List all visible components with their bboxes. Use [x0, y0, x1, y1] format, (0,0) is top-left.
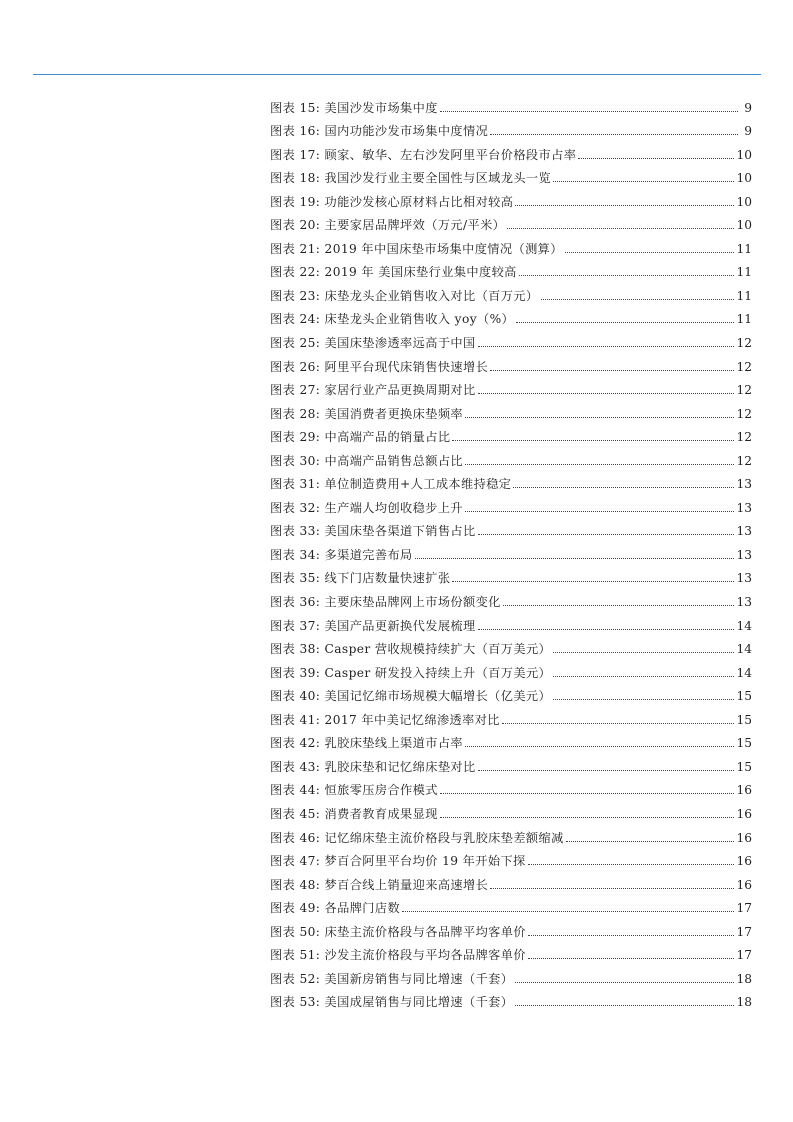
toc-entry[interactable]: [270, 92, 752, 116]
toc-entry-page: 12: [736, 359, 752, 374]
toc-entry-title: 图表 30: 中高端产品销售总额占比: [270, 453, 463, 468]
toc-entry-page: 17: [736, 901, 752, 916]
toc-entry-title: 图表 31: 单位制造费用+人工成本维持稳定: [270, 477, 512, 492]
toc-entry-title: 图表 38: Casper 营收规模持续扩大（百万美元）: [270, 642, 552, 657]
toc-entry-title: 图表 25: 美国床垫渗透率远高于中国: [270, 336, 476, 351]
toc-entry[interactable]: [270, 916, 752, 940]
toc-entry-title: 图表 29: 中高端产品的销量占比: [270, 430, 451, 445]
toc-entry-title: 图表 16: 国内功能沙发市场集中度情况: [270, 124, 489, 139]
dot-leader: [490, 134, 738, 135]
toc-entry-title: 图表 53: 美国成屋销售与同比增速（千套）: [270, 995, 514, 1010]
toc-entry[interactable]: [270, 704, 752, 728]
toc-entry[interactable]: [270, 375, 752, 399]
dot-leader: [502, 723, 735, 724]
toc-entry-title: 图表 45: 消费者教育成果显现: [270, 806, 438, 821]
toc-entry-page: 11: [736, 288, 752, 303]
toc-entry-page: 11: [736, 312, 752, 327]
toc-entry[interactable]: [270, 398, 752, 422]
toc-entry-page: 10: [736, 218, 752, 233]
dot-leader: [513, 487, 734, 488]
toc-entry-page: 13: [736, 595, 752, 610]
dot-leader: [452, 581, 734, 582]
toc-entry[interactable]: [270, 822, 752, 846]
toc-entry-title: 图表 44: 恒旅零压房合作模式: [270, 783, 438, 798]
dot-leader: [478, 534, 735, 535]
toc-entry-page: 12: [736, 383, 752, 398]
toc-entry-page: 13: [736, 524, 752, 539]
toc-entry-page: 16: [736, 783, 752, 798]
toc-entry-title: 图表 36: 主要床垫品牌网上市场份额变化: [270, 595, 501, 610]
toc-entry[interactable]: [270, 233, 752, 257]
toc-entry-title: 图表 28: 美国消费者更换床垫频率: [270, 406, 463, 421]
toc-entry[interactable]: [270, 846, 752, 870]
dot-leader: [490, 370, 734, 371]
dot-leader: [465, 746, 734, 747]
toc-entry-title: 图表 51: 沙发主流价格段与平均各品牌客单价: [270, 948, 526, 963]
toc-entry-page: 13: [736, 477, 752, 492]
dot-leader: [440, 793, 735, 794]
toc-entry[interactable]: [270, 304, 752, 328]
toc-entry-page: 12: [736, 430, 752, 445]
toc-entry-page: 13: [736, 547, 752, 562]
toc-entry[interactable]: [270, 351, 752, 375]
toc-entry[interactable]: [270, 798, 752, 822]
dot-leader: [402, 911, 734, 912]
toc-entry[interactable]: [270, 139, 752, 163]
dot-leader: [415, 558, 735, 559]
toc-entry-title: 图表 20: 主要家居品牌坪效（万元/平米）: [270, 218, 506, 233]
toc-entry[interactable]: [270, 445, 752, 469]
dot-leader: [440, 111, 738, 112]
toc-entry-page: 12: [736, 336, 752, 351]
toc-entry-title: 图表 49: 各品牌门店数: [270, 901, 401, 916]
dot-leader: [503, 605, 735, 606]
toc-entry[interactable]: [270, 186, 752, 210]
toc-entry-title: 图表 52: 美国新房销售与同比增速（千套）: [270, 971, 514, 986]
toc-entry-page: 10: [736, 147, 752, 162]
toc-entry-page: 9: [744, 100, 752, 115]
dot-leader: [478, 629, 735, 630]
toc-entry-page: 17: [736, 948, 752, 963]
toc-entry-page: 16: [736, 877, 752, 892]
toc-entry[interactable]: [270, 751, 752, 775]
dot-leader: [507, 228, 734, 229]
toc-entry-page: 18: [736, 995, 752, 1010]
dot-leader: [465, 417, 734, 418]
figure-index-list: [270, 92, 752, 1010]
toc-entry-title: 图表 23: 床垫龙头企业销售收入对比（百万元）: [270, 288, 539, 303]
toc-entry[interactable]: [270, 469, 752, 493]
toc-entry[interactable]: [270, 893, 752, 917]
toc-entry-title: 图表 50: 床垫主流价格段与各品牌平均客单价: [270, 924, 526, 939]
toc-entry-title: 图表 17: 顾家、敏华、左右沙发阿里平台价格段市占率: [270, 147, 577, 162]
toc-entry-title: 图表 48: 梦百合线上销量迎来高速增长: [270, 877, 489, 892]
toc-entry-page: 16: [736, 830, 752, 845]
toc-entry-title: 图表 15: 美国沙发市场集中度: [270, 100, 438, 115]
toc-entry[interactable]: [270, 657, 752, 681]
toc-entry-title: 图表 21: 2019 年中国床垫市场集中度情况（测算）: [270, 241, 563, 256]
dot-leader: [553, 652, 734, 653]
toc-entry[interactable]: [270, 116, 752, 140]
dot-leader: [541, 299, 735, 300]
header-rule: [33, 74, 761, 75]
toc-entry-page: 14: [736, 665, 752, 680]
toc-entry-page: 14: [736, 618, 752, 633]
dot-leader: [465, 464, 734, 465]
dot-leader: [566, 841, 735, 842]
toc-entry-page: 11: [736, 241, 752, 256]
toc-entry-page: 15: [736, 712, 752, 727]
dot-leader: [490, 888, 734, 889]
toc-entry-page: 15: [736, 736, 752, 751]
toc-entry-title: 图表 39: Casper 研发投入持续上升（百万美元）: [270, 665, 552, 680]
dot-leader: [519, 275, 735, 276]
dot-leader: [515, 1005, 734, 1006]
toc-entry-title: 图表 34: 多渠道完善布局: [270, 547, 413, 562]
toc-entry-page: 14: [736, 642, 752, 657]
dot-leader: [478, 346, 735, 347]
dot-leader: [528, 935, 735, 936]
toc-entry[interactable]: [270, 257, 752, 281]
dot-leader: [478, 770, 735, 771]
dot-leader: [528, 864, 735, 865]
toc-entry[interactable]: [270, 775, 752, 799]
toc-entry-page: 16: [736, 854, 752, 869]
dot-leader: [440, 817, 735, 818]
toc-entry[interactable]: [270, 163, 752, 187]
toc-entry[interactable]: [270, 516, 752, 540]
dot-leader: [478, 393, 735, 394]
toc-entry-title: 图表 26: 阿里平台现代床销售快速增长: [270, 359, 489, 374]
toc-entry[interactable]: [270, 869, 752, 893]
dot-leader: [553, 676, 734, 677]
toc-entry[interactable]: [270, 422, 752, 446]
toc-entry[interactable]: [270, 963, 752, 987]
toc-entry-title: 图表 40: 美国记忆绵市场规模大幅增长（亿美元）: [270, 689, 552, 704]
toc-entry[interactable]: [270, 327, 752, 351]
toc-entry[interactable]: [270, 728, 752, 752]
toc-entry-page: 15: [736, 759, 752, 774]
toc-entry-title: 图表 24: 床垫龙头企业销售收入 yoy（%）: [270, 312, 515, 327]
dot-leader: [452, 440, 734, 441]
dot-leader: [578, 158, 734, 159]
toc-entry-page: 10: [736, 194, 752, 209]
toc-entry-page: 11: [736, 265, 752, 280]
dot-leader: [465, 511, 734, 512]
dot-leader: [515, 982, 734, 983]
toc-entry-title: 图表 22: 2019 年 美国床垫行业集中度较高: [270, 265, 517, 280]
toc-entry-page: 16: [736, 806, 752, 821]
toc-entry-title: 图表 37: 美国产品更新换代发展梳理: [270, 618, 476, 633]
toc-entry[interactable]: [270, 210, 752, 234]
dot-leader: [565, 252, 735, 253]
toc-entry-page: 12: [736, 406, 752, 421]
dot-leader: [528, 958, 735, 959]
toc-entry-title: 图表 43: 乳胶床垫和记忆绵床垫对比: [270, 759, 476, 774]
toc-entry-page: 17: [736, 924, 752, 939]
toc-entry[interactable]: [270, 634, 752, 658]
toc-entry-page: 15: [736, 689, 752, 704]
toc-entry-title: 图表 42: 乳胶床垫线上渠道市占率: [270, 736, 463, 751]
toc-entry-title: 图表 35: 线下门店数量快速扩张: [270, 571, 451, 586]
toc-entry-title: 图表 18: 我国沙发行业主要全国性与区域龙头一览: [270, 171, 552, 186]
toc-entry-title: 图表 32: 生产端人均创收稳步上升: [270, 500, 463, 515]
toc-entry[interactable]: [270, 563, 752, 587]
dot-leader: [516, 322, 734, 323]
toc-entry-page: 13: [736, 571, 752, 586]
toc-entry[interactable]: [270, 539, 752, 563]
toc-entry-title: 图表 27: 家居行业产品更换周期对比: [270, 383, 476, 398]
toc-entry[interactable]: [270, 492, 752, 516]
toc-entry[interactable]: [270, 681, 752, 705]
toc-entry-page: 12: [736, 453, 752, 468]
dot-leader: [553, 699, 734, 700]
toc-entry-title: 图表 19: 功能沙发核心原材料占比相对较高: [270, 194, 514, 209]
dot-leader: [553, 181, 734, 182]
toc-entry-page: 18: [736, 971, 752, 986]
dot-leader: [515, 205, 734, 206]
toc-entry[interactable]: [270, 987, 752, 1011]
toc-entry-page: 10: [736, 171, 752, 186]
toc-entry-title: 图表 41: 2017 年中美记忆绵渗透率对比: [270, 712, 500, 727]
toc-entry[interactable]: [270, 940, 752, 964]
toc-entry[interactable]: [270, 610, 752, 634]
toc-entry[interactable]: [270, 280, 752, 304]
toc-entry-page: 13: [736, 500, 752, 515]
toc-entry[interactable]: [270, 586, 752, 610]
toc-entry-title: 图表 46: 记忆绵床垫主流价格段与乳胶床垫差额缩减: [270, 830, 564, 845]
toc-entry-title: 图表 33: 美国床垫各渠道下销售占比: [270, 524, 476, 539]
toc-entry-page: 9: [744, 124, 752, 139]
toc-entry-title: 图表 47: 梦百合阿里平台均价 19 年开始下探: [270, 854, 526, 869]
